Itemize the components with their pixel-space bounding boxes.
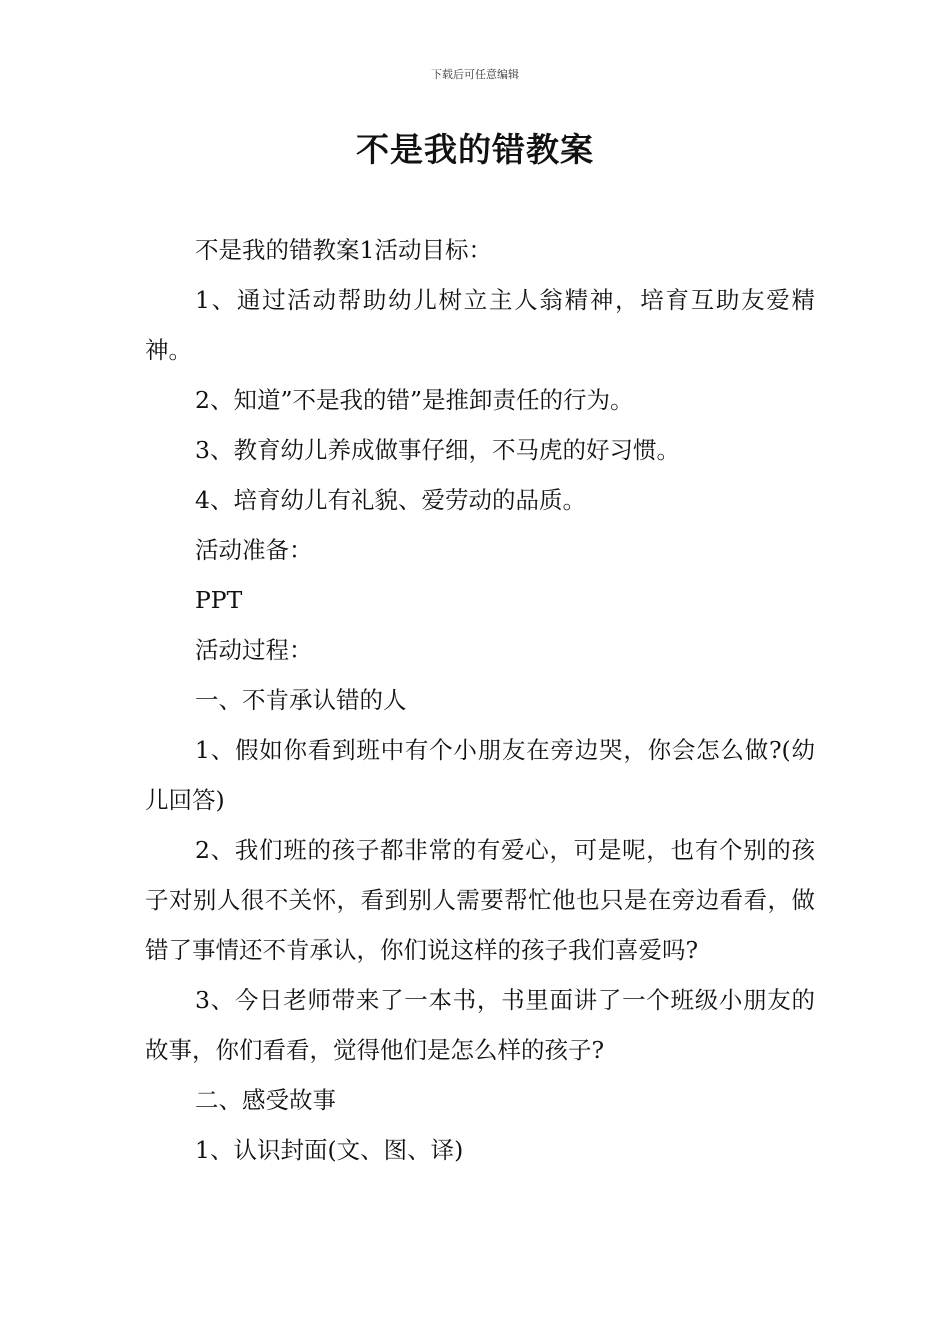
paragraph-step-3: 3、今日老师带来了一本书，书里面讲了一个班级小朋友的故事，你们看看，觉得他们是怎么样的孩子?: [145, 986, 815, 1064]
paragraph-goal-1: 1、通过活动帮助幼儿树立主人翁精神，培育互助友爱精神。: [145, 286, 815, 364]
header-note: 下载后可任意编辑: [431, 68, 519, 81]
paragraph-section-1: 一、不肯承认错的人: [195, 686, 407, 714]
paragraph-step-4: 1、认识封面(文、图、译): [195, 1136, 464, 1164]
paragraph-step-2: 2、我们班的孩子都非常的有爱心，可是呢，也有个别的孩子对别人很不关怀，看到别人需要帮忙他也只是在旁边看看，做错了事情还不肯承认，你们说这样的孩子我们喜爱吗?: [145, 836, 815, 964]
paragraph-intro: 不是我的错教案1活动目标：: [195, 236, 492, 264]
document-body: [145, 225, 815, 1175]
paragraph-step-1: 1、假如你看到班中有个小朋友在旁边哭，你会怎么做?(幼儿回答): [145, 736, 815, 814]
paragraph-prep-item: PPT: [195, 586, 243, 614]
document-title: 不是我的错教案: [356, 130, 594, 169]
paragraph-process-heading: 活动过程：: [195, 636, 313, 664]
paragraph-goal-3: 3、教育幼儿养成做事仔细，不马虎的好习惯。: [195, 436, 680, 464]
paragraph-goal-4: 4、培育幼儿有礼貌、爱劳动的品质。: [195, 486, 586, 514]
paragraph-prep-heading: 活动准备：: [195, 536, 313, 564]
paragraph-section-2: 二、感受故事: [195, 1086, 336, 1114]
paragraph-goal-2: 2、知道”不是我的错”是推卸责任的行为。: [195, 386, 634, 414]
